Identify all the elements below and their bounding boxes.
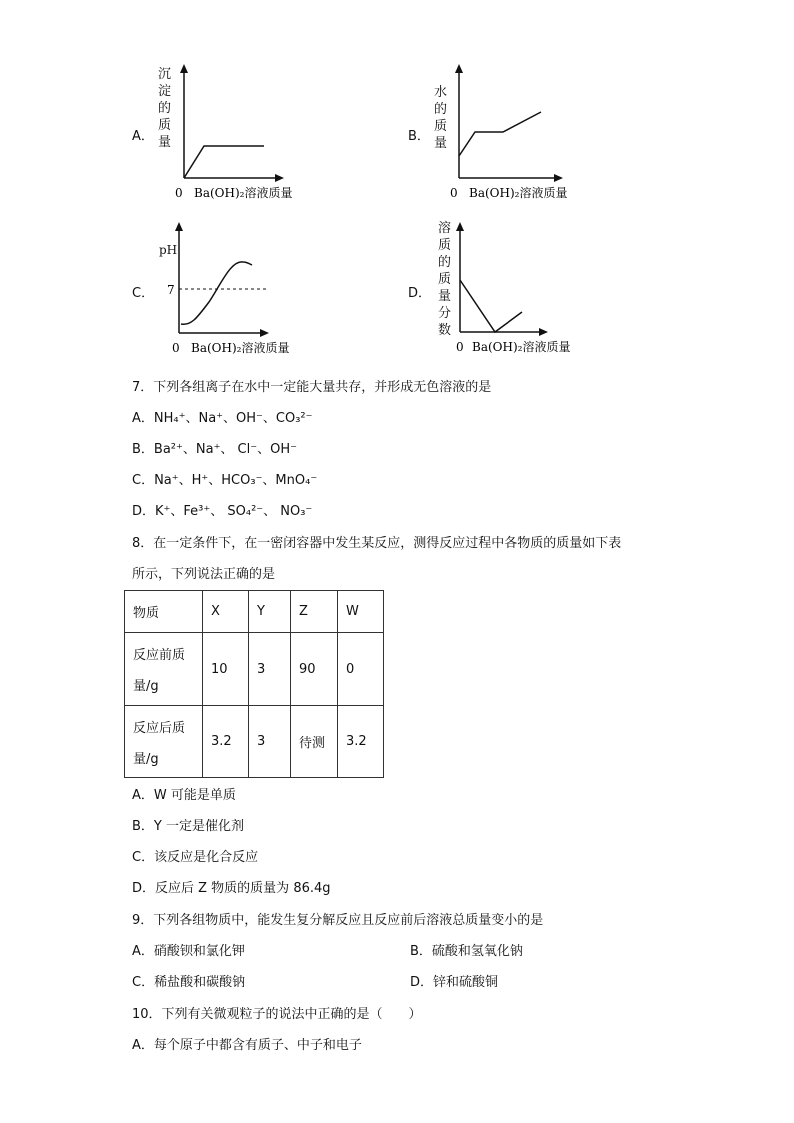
table-header-cell: 物质 [125, 591, 203, 633]
graph-b-ylabel-char: 的 [434, 102, 448, 117]
table-row-label-line: 反应前质 [133, 648, 186, 663]
graph-b-x-arrow [554, 174, 563, 182]
table-cell: 10 [203, 633, 249, 706]
graph-d-y-arrow [456, 222, 464, 231]
table-cell: 0 [338, 633, 384, 706]
graph-b-xlabel: Ba(OH)₂溶液质量 [469, 186, 568, 200]
table-cell: 3.2 [203, 706, 249, 778]
graph-c-ylabel: pH [159, 243, 178, 257]
graph-d [450, 220, 590, 360]
q9-option-a[interactable]: A．硝酸钡和氯化钾 [132, 944, 245, 959]
graph-b [445, 62, 585, 202]
graph-a-origin: 0 [175, 186, 183, 200]
graph-c-curve [181, 262, 252, 324]
table-row-label-line: 量/g [133, 751, 159, 767]
table-cell: 3.2 [338, 706, 384, 778]
graph-d-ylabel-char: 分 [438, 306, 452, 321]
graph-c-y-arrow [175, 222, 183, 231]
q7-option-a[interactable]: A．NH₄⁺、Na⁺、OH⁻、CO₃²⁻ [132, 411, 313, 426]
graph-a-curve [184, 146, 264, 178]
q9-option-c[interactable]: C．稀盐酸和碳酸钠 [132, 975, 246, 990]
graph-c-label: C． [132, 286, 155, 301]
graph-a [170, 62, 300, 202]
q8-stem-line2: 所示，下列说法正确的是 [132, 567, 276, 582]
table-row-label [125, 706, 203, 778]
q8-option-a[interactable]: A．W 可能是单质 [132, 788, 236, 803]
graph-a-ylabel-char: 沉 [158, 67, 172, 82]
table-row [125, 633, 384, 706]
table-cell: 待测 [291, 706, 338, 778]
table-row-label-line: 反应后质 [133, 720, 186, 736]
q9-stem: 9．下列各组物质中，能发生复分解反应且反应前后溶液总质量变小的是 [132, 913, 544, 928]
graph-d-ylabel-char: 量 [438, 289, 452, 304]
graph-a-label: A． [132, 129, 154, 144]
table-row-label [125, 633, 203, 706]
q7-stem: 7．下列各组离子在水中一定能大量共存，并形成无色溶液的是 [132, 380, 492, 395]
graph-c [165, 220, 305, 360]
table-cell: 3 [249, 633, 291, 706]
q9-option-b[interactable]: B．硫酸和氢氧化钠 [410, 944, 523, 959]
graph-a-ylabel-char: 的 [158, 101, 172, 116]
graph-d-curve [460, 280, 522, 332]
graph-b-ylabel-char: 量 [434, 136, 448, 151]
q8-mass-table [124, 590, 384, 778]
q8-option-c[interactable]: C．该反应是化合反应 [132, 850, 259, 865]
graph-d-ylabel-char: 溶 [438, 221, 452, 236]
graph-b-origin: 0 [450, 186, 458, 200]
graph-a-y-arrow [180, 64, 188, 73]
graph-d-ylabel-char: 的 [438, 255, 452, 270]
graph-c-tick-7: 7 [167, 283, 175, 297]
q8-stem-line1: 8．在一定条件下，在一密闭容器中发生某反应，测得反应过程中各物质的质量如下表 [132, 536, 622, 551]
graph-d-ylabel-char: 质 [438, 238, 452, 253]
q10-option-a[interactable]: A．每个原子中都含有质子、中子和电子 [132, 1038, 362, 1053]
graph-a-ylabel-char: 淀 [158, 84, 172, 99]
table-cell: 3 [249, 706, 291, 778]
graph-c-xlabel: Ba(OH)₂溶液质量 [191, 341, 290, 355]
graph-d-ylabel-char: 数 [438, 323, 452, 338]
table-header-cell: Y [249, 591, 291, 633]
graph-d-ylabel-char: 质 [438, 272, 452, 287]
q8-option-d[interactable]: D．反应后 Z 物质的质量为 86.4g [132, 881, 331, 896]
q10-stem: 10．下列有关微观粒子的说法中正确的是（ ） [132, 1007, 422, 1022]
q9-option-d[interactable]: D．锌和硫酸铜 [410, 975, 499, 990]
graph-d-label: D． [408, 286, 432, 301]
table-row [125, 706, 384, 778]
table-cell: 90 [291, 633, 338, 706]
graph-a-ylabel-char: 质 [158, 118, 172, 133]
table-header-row [125, 591, 384, 633]
q7-option-b[interactable]: B．Ba²⁺、Na⁺、 Cl⁻、OH⁻ [132, 442, 297, 457]
table-row-label-line: 量/g [133, 679, 159, 694]
table-header-cell: Z [291, 591, 338, 633]
graph-b-label: B． [408, 129, 430, 144]
graph-b-y-arrow [455, 64, 463, 73]
table-header-cell: X [203, 591, 249, 633]
graph-a-x-arrow [275, 174, 284, 182]
graph-a-xlabel: Ba(OH)₂溶液质量 [194, 186, 293, 200]
graph-c-x-arrow [260, 329, 269, 337]
q7-option-d[interactable]: D．K⁺、Fe³⁺、 SO₄²⁻、 NO₃⁻ [132, 504, 313, 519]
graph-b-ylabel-char: 水 [434, 85, 448, 100]
table-header-cell: W [338, 591, 384, 633]
q7-option-c[interactable]: C．Na⁺、H⁺、HCO₃⁻、MnO₄⁻ [132, 473, 318, 488]
q8-option-b[interactable]: B．Y 一定是催化剂 [132, 819, 244, 834]
graph-d-origin: 0 [456, 340, 464, 354]
graph-a-ylabel-char: 量 [158, 135, 172, 150]
graph-b-ylabel-char: 质 [434, 119, 448, 134]
graph-c-origin: 0 [172, 341, 180, 355]
graph-d-xlabel: Ba(OH)₂溶液质量 [472, 340, 571, 354]
graph-b-curve [459, 112, 541, 156]
graph-d-x-arrow [539, 328, 548, 336]
